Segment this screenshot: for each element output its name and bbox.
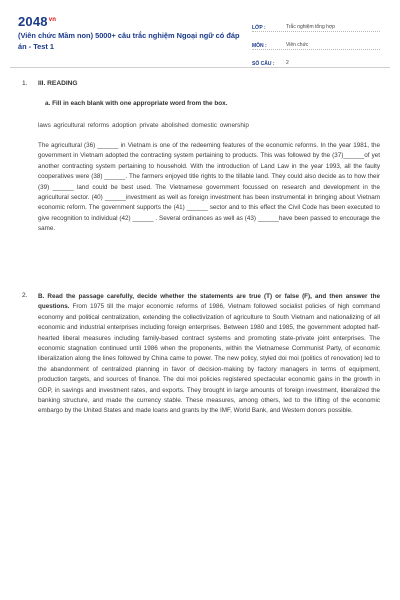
- question-number: 1.: [22, 80, 28, 87]
- meta-key: MÔN :: [252, 43, 267, 49]
- meta-row-class: [252, 14, 380, 32]
- meta-value: Viên chức: [286, 42, 309, 48]
- logo-text: 2048: [18, 14, 48, 29]
- question-instruction: a. Fill in each blank with one appropriate word from the box.: [45, 100, 228, 107]
- meta-value: 2: [286, 60, 289, 66]
- reading-passage: The agricultural (36) ______ in Vietnam is one of the redeeming features of the economic reforms. In the year 1981, the government in Vietnam adopted the contracting system pertaining to products. This was followed by the (37)______of yet another contracting system pertaining to household. With the introduction of Land Law in the year 1993, all the faulty cooperatives were (38) ______. The farmers enjoyed title rights to the tillable land. They could also decide as to how their (39) ______ land could be best used. The Vietnamese government focussed on research and development in the agricultural sector. (40) ______investment as well as foreign investment has been instrumental in bringing about Vietnam economic reform. The government supports the (41) ______ sector and to this effect the Civil Code has been executed to give recognition to individual (42) ______ . Several ordinances as well as (43) ______have been passed to encourage the same.: [38, 142, 380, 233]
- passage-text: From 1975 till the major economic reforms of 1986, Vietnam followed socialist policies of high command economy and political centralization, extending the collectivization of agriculture to South Vietnam and nationalizing of all economic and industrial enterprises including foreign enterprises. Between 1980 and 1985, the government adopted half-hearted liberal measures including family-based contract systems and promoting state-private joint enterprises. The economic stagnation continued until 1986 when the proponents, within the Vietnamese Communist Party, of economic liberalization along the lines followed by China came to power. The new policy, styled doi moi (politics of renovation) led to the abandonment of centralized planning in favor of decision-making by factory managers in terms of equipment, production targets, and sources of finance. The doi moi policies registered spectacular economic gains in the growth in GDP, in savings and investment rates, and exports. They brought in large amounts of foreign investment, liberalized the banking structure, and made the currency stable. These measures, among others, led to the lifting of the economic embargo by the United States and made loans and grants by the IMF, World Bank, and Western donors possible.: [38, 303, 380, 415]
- meta-key: LỚP :: [252, 25, 266, 31]
- question-number: 2.: [22, 292, 28, 299]
- meta-row-subject: [252, 32, 380, 50]
- question-heading: B. Read the passage carefully, decide whether the statements are true (T) or false (F), and then answer the questions.: [38, 293, 380, 311]
- meta-info: [252, 14, 380, 68]
- meta-row-count: [252, 50, 380, 68]
- word-box: laws agricultural reforms adoption private abolished domestic ownership: [38, 122, 249, 129]
- question-heading: III. READING: [38, 80, 78, 87]
- reading-passage: [38, 292, 380, 417]
- header-divider: [10, 67, 390, 68]
- meta-value: Trắc nghiệm tổng hợp: [286, 24, 335, 30]
- site-logo[interactable]: [18, 14, 56, 29]
- meta-key: SỐ CÂU :: [252, 61, 275, 67]
- document-title: (Viên chức Mầm non) 5000+ câu trắc nghiệm Ngoại ngữ có đáp án - Test 1: [18, 31, 240, 51]
- logo-suffix: vn: [48, 16, 57, 23]
